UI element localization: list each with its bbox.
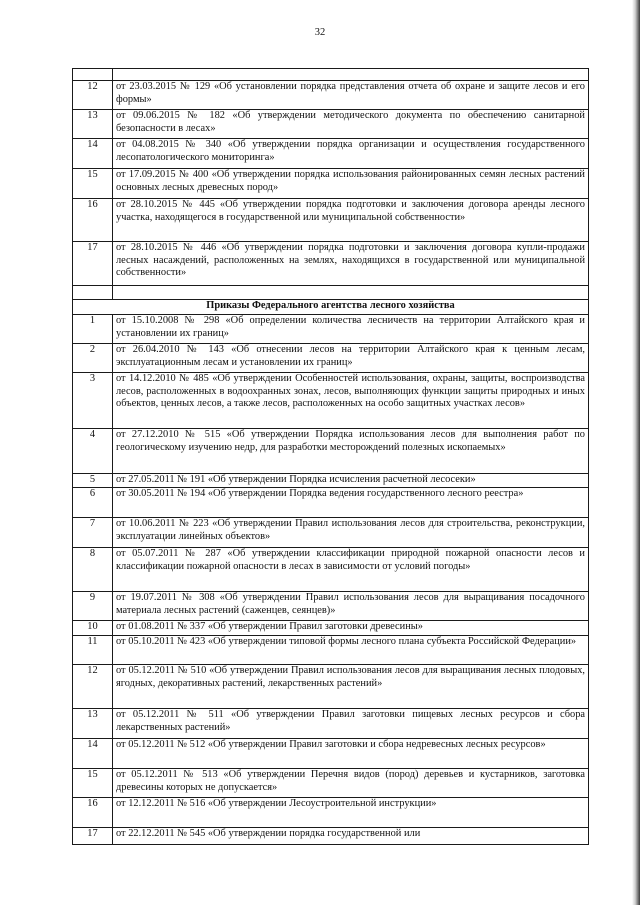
- table-row: [73, 242, 589, 286]
- row-text: от 05.12.2011 № 511 «Об утверждении Правил заготовки пищевых лесных ресурсов и сбора лекарственных растений»: [113, 709, 589, 739]
- section-heading-row: [73, 300, 589, 315]
- row-number: 16: [73, 199, 113, 242]
- table-row: [73, 798, 589, 828]
- row-number: 12: [73, 81, 113, 110]
- row-text: от 05.12.2011 № 512 «Об утверждении Правил заготовки и сбора недревесных лесных ресурсов»: [113, 739, 589, 769]
- row-number: 13: [73, 709, 113, 739]
- row-number: 12: [73, 665, 113, 709]
- row-text: от 22.12.2011 № 545 «Об утверждении порядка государственной или: [113, 828, 589, 845]
- row-text: от 01.08.2011 № 337 «Об утверждении Правил заготовки древесины»: [113, 621, 589, 636]
- row-text: от 17.09.2015 № 400 «Об утверждении порядка использования районированных семян лесных растений основных лесных древесных пород»: [113, 169, 589, 199]
- table-row: [73, 709, 589, 739]
- table-cell-num: [73, 69, 113, 81]
- table-row: [73, 474, 589, 488]
- row-text: от 10.06.2011 № 223 «Об утверждении Правил использования лесов для строительства, реконструкции, эксплуатации линейных объектов»: [113, 518, 589, 548]
- section-title: Приказы Федерального агентства лесного хозяйства: [73, 300, 589, 315]
- row-number: 1: [73, 315, 113, 344]
- row-text: от 23.03.2015 № 129 «Об установлении порядка представления отчета об охране и защите лесов и его формы»: [113, 81, 589, 110]
- row-number: 6: [73, 488, 113, 518]
- table-row: [73, 769, 589, 798]
- row-text: от 15.10.2008 № 298 «Об определении количества лесничеств на территории Алтайского края и установлении их границ»: [113, 315, 589, 344]
- table-row-empty-top: [73, 69, 589, 81]
- table-row: [73, 344, 589, 373]
- table-row: [73, 315, 589, 344]
- table-row: [73, 199, 589, 242]
- regulations-table: [72, 68, 589, 845]
- table-row: [73, 373, 589, 429]
- row-text: от 30.05.2011 № 194 «Об утверждении Порядка ведения государственного лесного реестра»: [113, 488, 589, 518]
- table-row: [73, 828, 589, 845]
- table-row: [73, 110, 589, 139]
- row-number: 11: [73, 636, 113, 665]
- row-text: от 05.10.2011 № 423 «Об утверждении типовой формы лесного плана субъекта Российской Федерации»: [113, 636, 589, 665]
- table-row: [73, 139, 589, 169]
- row-text: от 09.06.2015 № 182 «Об утверждении методического документа по обеспечению санитарной безопасности в лесах»: [113, 110, 589, 139]
- table-row-empty-spacer: [73, 286, 589, 300]
- row-number: 8: [73, 548, 113, 592]
- row-text: от 28.10.2015 № 446 «Об утверждении порядка подготовки и заключения договора купли-продажи лесных насаждений, расположенных на землях, находящихся в государственной или муниципальной собственности»: [113, 242, 589, 286]
- row-text: от 19.07.2011 № 308 «Об утверждении Правил использования лесов для выращивания посадочного материала лесных растений (саженцев, сеянцев)»: [113, 592, 589, 621]
- table-row: [73, 81, 589, 110]
- table-row: [73, 429, 589, 474]
- row-number: 9: [73, 592, 113, 621]
- row-number: 15: [73, 169, 113, 199]
- row-number: 17: [73, 828, 113, 845]
- row-number: 14: [73, 739, 113, 769]
- row-text: от 27.05.2011 № 191 «Об утверждении Порядка исчисления расчетной лесосеки»: [113, 474, 589, 488]
- row-number: 17: [73, 242, 113, 286]
- row-number: 3: [73, 373, 113, 429]
- row-number: 7: [73, 518, 113, 548]
- row-number: 5: [73, 474, 113, 488]
- row-text: от 27.12.2010 № 515 «Об утверждении Порядка использования лесов для выполнения работ по геологическому изучению недр, для разработки месторождений полезных ископаемых»: [113, 429, 589, 474]
- row-text: от 28.10.2015 № 445 «Об утверждении порядка подготовки и заключения договора аренды лесного участка, находящегося в государственной или муниципальной собственности»: [113, 199, 589, 242]
- table-cell-text: [113, 69, 589, 81]
- table-cell-text: [113, 286, 589, 300]
- table-row: [73, 488, 589, 518]
- row-text: от 05.12.2011 № 513 «Об утверждении Перечня видов (пород) деревьев и кустарников, заготовка древесины которых не допускается»: [113, 769, 589, 798]
- table-row: [73, 592, 589, 621]
- row-number: 4: [73, 429, 113, 474]
- table-row: [73, 548, 589, 592]
- table-row: [73, 636, 589, 665]
- table-row: [73, 739, 589, 769]
- row-text: от 05.12.2011 № 510 «Об утверждении Правил использования лесов для выращивания лесных плодовых, ягодных, декоративных растений, лекарственных растений»: [113, 665, 589, 709]
- row-number: 2: [73, 344, 113, 373]
- table-row: [73, 621, 589, 636]
- row-number: 15: [73, 769, 113, 798]
- table-row: [73, 169, 589, 199]
- row-text: от 04.08.2015 № 340 «Об утверждении порядка организации и осуществления государственного лесопатологического мониторинга»: [113, 139, 589, 169]
- row-number: 13: [73, 110, 113, 139]
- row-text: от 26.04.2010 № 143 «Об отнесении лесов на территории Алтайского края к ценным лесам, эксплуатационным лесам и установлении их границ»: [113, 344, 589, 373]
- page-edge-shadow: [632, 0, 640, 905]
- row-text: от 14.12.2010 № 485 «Об утверждении Особенностей использования, охраны, защиты, воспроизводства лесов, расположенных в водоохранных зонах, лесов, выполняющих функции защиты природных и иных объектов, ценных лесов, а также лесов, расположенных на особо защитных участках лесов»: [113, 373, 589, 429]
- row-text: от 12.12.2011 № 516 «Об утверждении Лесоустроительной инструкции»: [113, 798, 589, 828]
- row-number: 16: [73, 798, 113, 828]
- row-number: 14: [73, 139, 113, 169]
- row-text: от 05.07.2011 № 287 «Об утверждении классификации природной пожарной опасности лесов и классификации пожарной опасности в лесах в зависимости от условий погоды»: [113, 548, 589, 592]
- table-row: [73, 518, 589, 548]
- page-number: 32: [314, 27, 326, 38]
- table-row: [73, 665, 589, 709]
- table-cell-num: [73, 286, 113, 300]
- row-number: 10: [73, 621, 113, 636]
